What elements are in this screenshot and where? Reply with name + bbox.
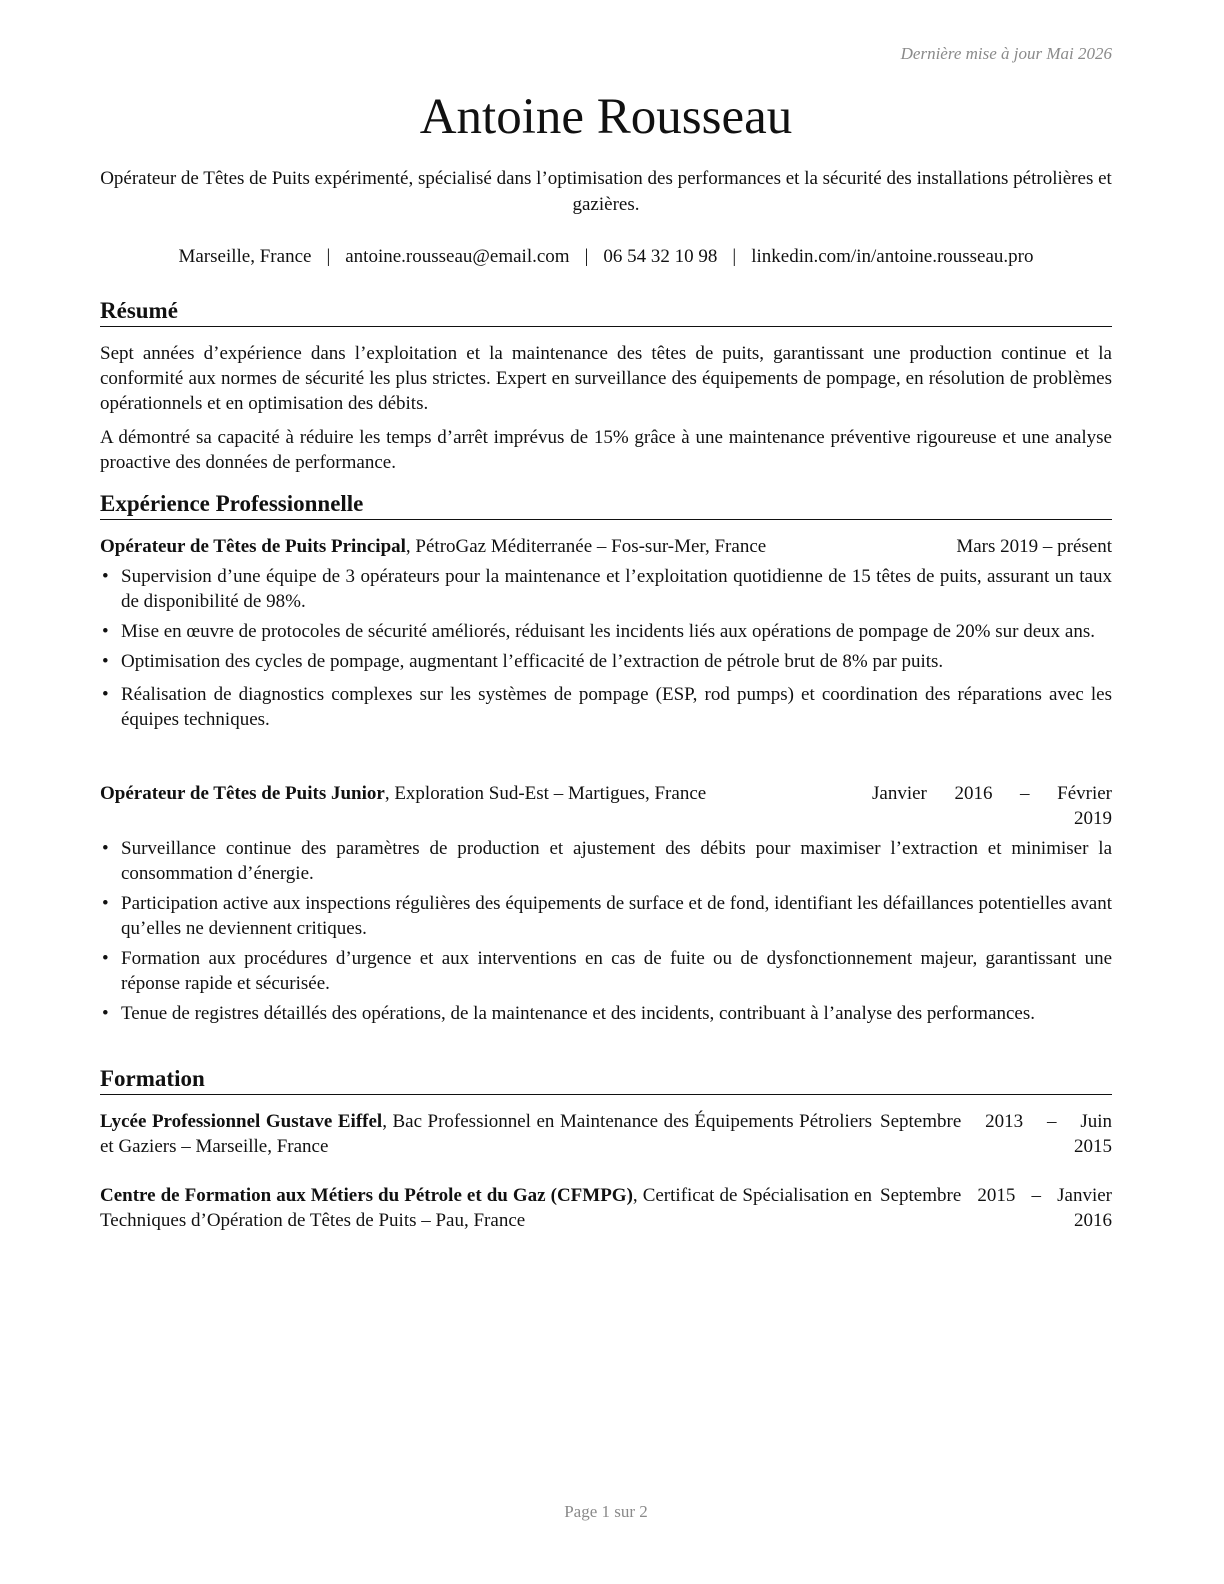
education-dates-line: Septembre 2015 – Janvier xyxy=(880,1185,1112,1206)
list-item: • Formation aux procédures d’urgence et aux interventions en cas de fuite ou de dysfonctionnement majeur, garantissant une réponse rapide et sécurisée. xyxy=(100,946,1112,996)
job-bullet-list xyxy=(100,836,1112,1031)
education-school: Centre de Formation aux Métiers du Pétrole et du Gaz (CFMPG) xyxy=(100,1185,633,1206)
education-dates-line: 2015 xyxy=(1074,1136,1112,1157)
education-dates xyxy=(880,1183,1112,1233)
education-title xyxy=(100,1183,872,1233)
education-title xyxy=(100,1109,872,1159)
contact-location: Marseille, France xyxy=(178,246,312,267)
job-title-line xyxy=(100,534,766,559)
education-detail: , Certificat de Spécialisation en Techniques d’Opération de Têtes de Puits – Pau, France xyxy=(100,1185,872,1231)
education-dates-line: 2016 xyxy=(1074,1210,1112,1231)
contact-phone: 06 54 32 10 98 xyxy=(603,246,718,267)
job-title-line xyxy=(100,781,706,806)
job-dates-line: 2019 xyxy=(1074,808,1112,829)
contact-linkedin[interactable]: linkedin.com/in/antoine.rousseau.pro xyxy=(751,246,1034,267)
list-item: • Participation active aux inspections régulières des équipements de surface et de fond, identifiant les défaillances potentielles avant qu’elles ne deviennent critiques. xyxy=(100,891,1112,941)
contact-email[interactable]: antoine.rousseau@email.com xyxy=(345,246,570,267)
contact-separator: | xyxy=(732,246,737,267)
education-dates xyxy=(880,1109,1112,1159)
job-role: Opérateur de Têtes de Puits Junior xyxy=(100,783,385,804)
job-dates-line: Janvier 2016 – Février xyxy=(872,783,1112,804)
education-detail: , Bac Professionnel en Maintenance des Équipements Pétroliers et Gaziers – Marseille, France xyxy=(100,1111,872,1157)
contact-separator: | xyxy=(584,246,589,267)
job-dates xyxy=(872,781,1112,831)
education-entry xyxy=(100,1109,1112,1159)
page-number: Page 1 sur 2 xyxy=(564,1502,648,1521)
job-header xyxy=(100,534,1112,559)
list-item: • Supervision d’une équipe de 3 opérateurs pour la maintenance et l’exploitation quotidienne de 15 têtes de puits, assurant un taux de disponibilité de 98%. xyxy=(100,564,1112,614)
list-item: • Surveillance continue des paramètres de production et ajustement des débits pour maximiser l’extraction et minimiser la consommation d’énergie. xyxy=(100,836,1112,886)
education-school: Lycée Professionnel Gustave Eiffel xyxy=(100,1111,383,1132)
section-title-education: Formation xyxy=(100,1064,1112,1095)
list-item: • Mise en œuvre de protocoles de sécurité améliorés, réduisant les incidents liés aux opérations de pompage de 20% sur deux ans. xyxy=(100,619,1112,644)
job-company: , Exploration Sud-Est – Martigues, France xyxy=(384,783,707,804)
job-role: Opérateur de Têtes de Puits Principal xyxy=(100,536,406,557)
summary-paragraph: A démontré sa capacité à réduire les temps d’arrêt imprévus de 15% grâce à une maintenance préventive rigoureuse et une analyse proactive des données de performance. xyxy=(100,427,1112,473)
job-company: , PétroGaz Méditerranée – Fos-sur-Mer, France xyxy=(405,536,767,557)
education-dates-line: Septembre 2013 – Juin xyxy=(880,1111,1112,1132)
list-item: • Optimisation des cycles de pompage, augmentant l’efficacité de l’extraction de pétrole brut de 8% par puits. xyxy=(100,649,1112,674)
job-bullet-list xyxy=(100,564,1112,737)
candidate-name: Antoine Rousseau xyxy=(419,89,793,145)
job-dates: Mars 2019 – présent xyxy=(956,536,1112,557)
job-header xyxy=(100,781,1112,831)
section-title-summary: Résumé xyxy=(100,296,1112,327)
education-entry xyxy=(100,1183,1112,1233)
last-updated-note: Dernière mise à jour Mai 2026 xyxy=(900,44,1112,63)
candidate-tagline: Opérateur de Têtes de Puits expérimenté, spécialisé dans l’optimisation des performances et la sécurité des installations pétrolières et gazières. xyxy=(100,168,1112,215)
contact-line xyxy=(100,244,1112,270)
list-item: • Tenue de registres détaillés des opérations, de la maintenance et des incidents, contribuant à l’analyse des performances. xyxy=(100,1001,1112,1026)
summary-paragraph: Sept années d’expérience dans l’exploitation et la maintenance des têtes de puits, garantissant une production continue et la conformité aux normes de sécurité les plus strictes. Expert en surveillance des équipements de pompage, en résolution de problèmes opérationnels et en optimisation des débits. xyxy=(100,343,1112,414)
list-item: • Réalisation de diagnostics complexes sur les systèmes de pompage (ESP, rod pumps) et coordination des réparations avec les équipes techniques. xyxy=(100,682,1112,732)
section-title-experience: Expérience Professionnelle xyxy=(100,489,1112,520)
contact-separator: | xyxy=(326,246,331,267)
